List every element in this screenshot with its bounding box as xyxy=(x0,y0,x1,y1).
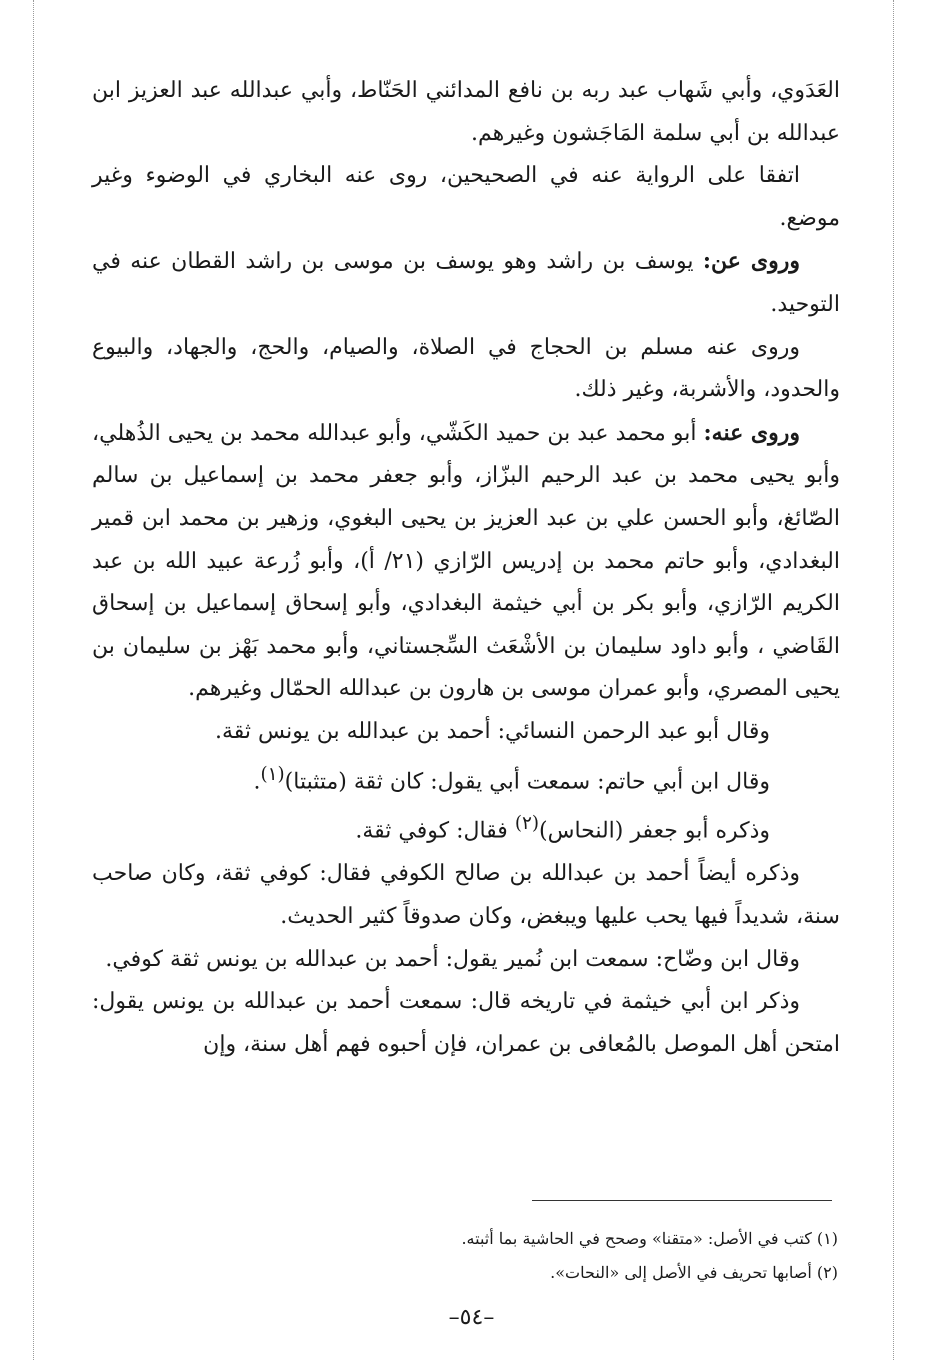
paragraph-kufi: وذكره أيضاً أحمد بن عبدالله بن صالح الكوفي فقال: كوفي ثقة، وكان صاحب سنة، شديداً فيها يحب عليها ويبغض، وكان صدوقاً كثير الحديث. xyxy=(92,861,840,929)
paragraph-ibn-abi-hatim xyxy=(92,754,840,804)
ibn-abi-hatim-end: . xyxy=(253,768,261,794)
paragraph-bukhari: اتفقا على الرواية عنه في الصحيحين، روى عنه البخاري في الوضوء وغير موضع. xyxy=(92,163,840,231)
footnote-marker-1: (١) xyxy=(260,763,285,785)
footnote-2: (٢) أصابها تحريف في الأصل إلى «النحات». xyxy=(550,1263,838,1282)
paragraph-rawa-anhu-text: أبو محمد عبد بن حميد الكَشّي، وأبو عبدالله محمد بن يحيى الذُهلي، وأبو يحيى محمد بن عبد الرحيم البزّاز، وأبو جعفر محمد بن إسماعيل بن سالم الصّائغ، وأبو الحسن علي بن عبد العزيز بن يحيى البغوي، وزهير بن محمد ابن قمير البغدادي، وأبو حاتم محمد بن إدريس الرّازي (٢١/ أ)، وأبو زُرعة عبيد الله بن عبد الكريم الرّازي، وأبو بكر بن أبي خيثمة البغدادي، وأبو إسحاق إسماعيل بن إسحاق القَاضي ، وأبو داود سليمان بن الأشْعَث السِّجستاني، وأبو محمد بَهْز بن سليمان بن يحيى المصري، وأبو عمران موسى بن هارون بن عبدالله الحمّال وغيرهم. xyxy=(92,420,840,702)
footnote-marker-2: (٢) xyxy=(514,813,539,835)
footnote-1: (١) كتب في الأصل: «متقنا» وصحح في الحاشية بما أثبته. xyxy=(461,1229,838,1248)
ibn-abi-hatim-text: وقال ابن أبي حاتم: سمعت أبي يقول: كان ثقة (متثبتا) xyxy=(284,768,770,794)
paragraph-nasai: وقال أبو عبد الرحمن النسائي: أحمد بن عبدالله بن يونس ثقة. xyxy=(215,718,770,744)
paragraph-nahhas xyxy=(92,803,840,853)
right-margin-guide xyxy=(893,0,894,1360)
body-text xyxy=(92,70,840,1066)
paragraph-rawa-an xyxy=(92,240,840,326)
footnote-separator xyxy=(532,1200,832,1201)
paragraph-ibn-abi-khaythama: وذكر ابن أبي خيثمة في تاريخه قال: سمعت أحمد بن عبدالله بن يونس يقول: امتحن أهل الموصل بالمُعافى بن عمران، فإن أحبوه فهم أهل سنة، وإن xyxy=(92,989,840,1057)
nahhas-text: وذكره أبو جعفر (النحاس) xyxy=(539,818,770,844)
page-number: –٥٤– xyxy=(448,1305,495,1330)
paragraph-continuation: العَدَوي، وأبي شَهاب عبد ربه بن نافع المدائني الحَنّاط، وأبي عبدالله عبد العزيز ابن عبدالله بن أبي سلمة المَاجَشون وغيرهم. xyxy=(92,78,840,146)
left-margin-guide xyxy=(33,0,34,1360)
paragraph-rawa-an-text: يوسف بن راشد وهو يوسف بن موسى بن راشد القطان عنه في التوحيد. xyxy=(92,249,840,317)
lead-rawa-an: وروى عن: xyxy=(702,248,800,275)
nahhas-end: فقال: كوفي ثقة. xyxy=(355,818,515,844)
paragraph-rawa-anhu xyxy=(92,412,840,711)
footnotes xyxy=(300,1222,838,1290)
lead-rawa-anhu: وروى عنه: xyxy=(703,419,801,446)
paragraph-ibn-waddah: وقال ابن وضّاح: سمعت ابن نُمير يقول: أحمد بن عبدالله بن يونس ثقة كوفي. xyxy=(105,946,800,972)
paragraph-muslim: وروى عنه مسلم بن الحجاج في الصلاة، والصيام، والحج، والجهاد، والبيوع والحدود، والأشربة، وغير ذلك. xyxy=(92,334,840,403)
